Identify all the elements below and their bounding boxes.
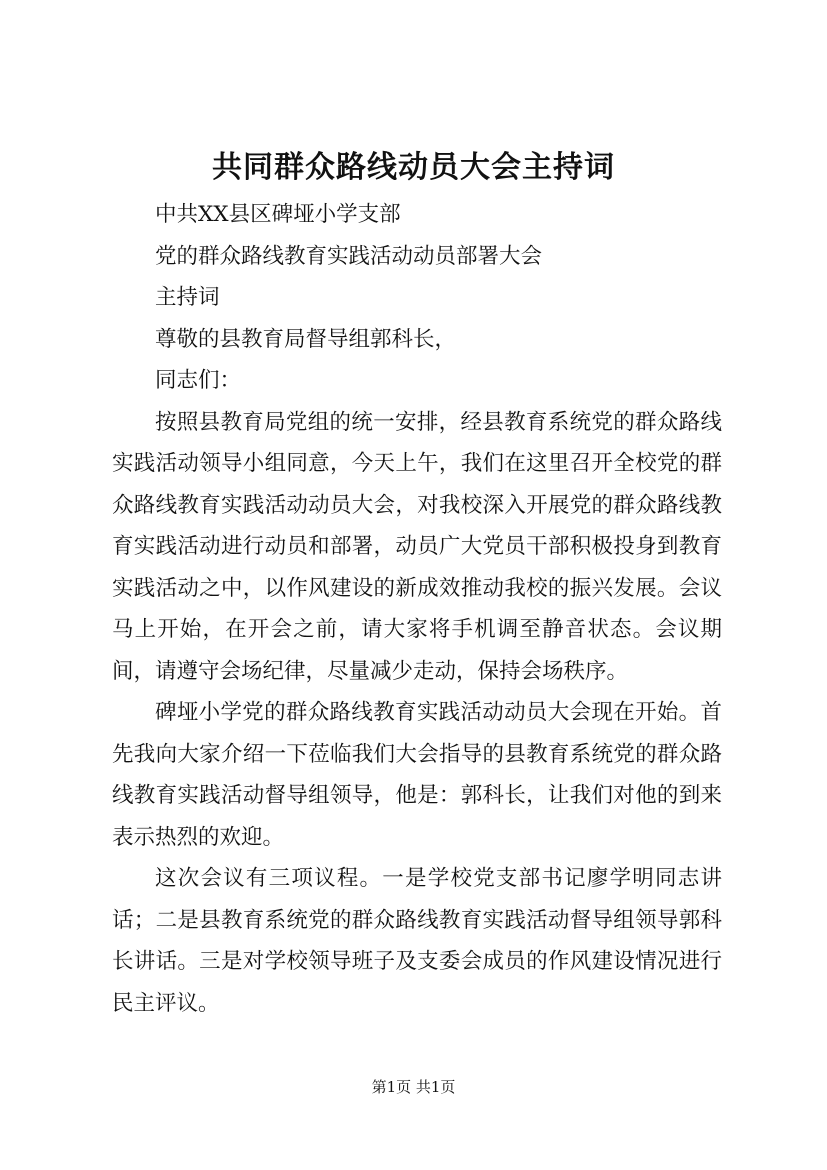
paragraph-org: 中共XX县区碑垭小学支部 [155,202,401,227]
paragraph-meeting-name: 党的群众路线教育实践活动动员部署大会 [155,243,543,269]
paragraph-salutation: 尊敬的县教育局督导组郭科长， [155,326,457,352]
paragraph-body-1: 按照县教育局党组的统一安排，经县教育系统党的群众路线实践活动领导小组同意，今天上午，我们在这里召开全校党的群众路线教育实践活动动员大会，对我校深入开展党的群众路线教育实践活动进行动员和部署，动员广大党员干部积极投身到教育实践活动之中，以作风建设的新成效推动我校的振兴发展。会议马上开始，在开会之前，请大家将手机调至静音状态。会议期间，请遵守会场纪律，尽量减少走动，保持会场秩序。 [112,409,722,684]
document-body [112,194,722,1024]
document-title: 共同群众路线动员大会主持词 [212,150,615,185]
paragraph-heading: 主持词 [155,285,220,310]
paragraph-body-3: 这次会议有三项议程。一是学校党支部书记廖学明同志讲话；二是县教育系统党的群众路线教育实践活动督导组领导郭科长讲话。三是对学校领导班子及支委会成员的作风建设情况进行民主评议。 [112,866,722,1016]
paragraph-greeting: 同志们： [155,368,242,393]
page-footer: 第1页 共1页 [371,1078,456,1096]
paragraph-body-2: 碑垭小学党的群众路线教育实践活动动员大会现在开始。首先我向大家介绍一下莅临我们大会指导的县教育系统党的群众路线教育实践活动督导组领导，他是：郭科长，让我们对他的到来表示热烈的欢迎。 [112,700,722,850]
